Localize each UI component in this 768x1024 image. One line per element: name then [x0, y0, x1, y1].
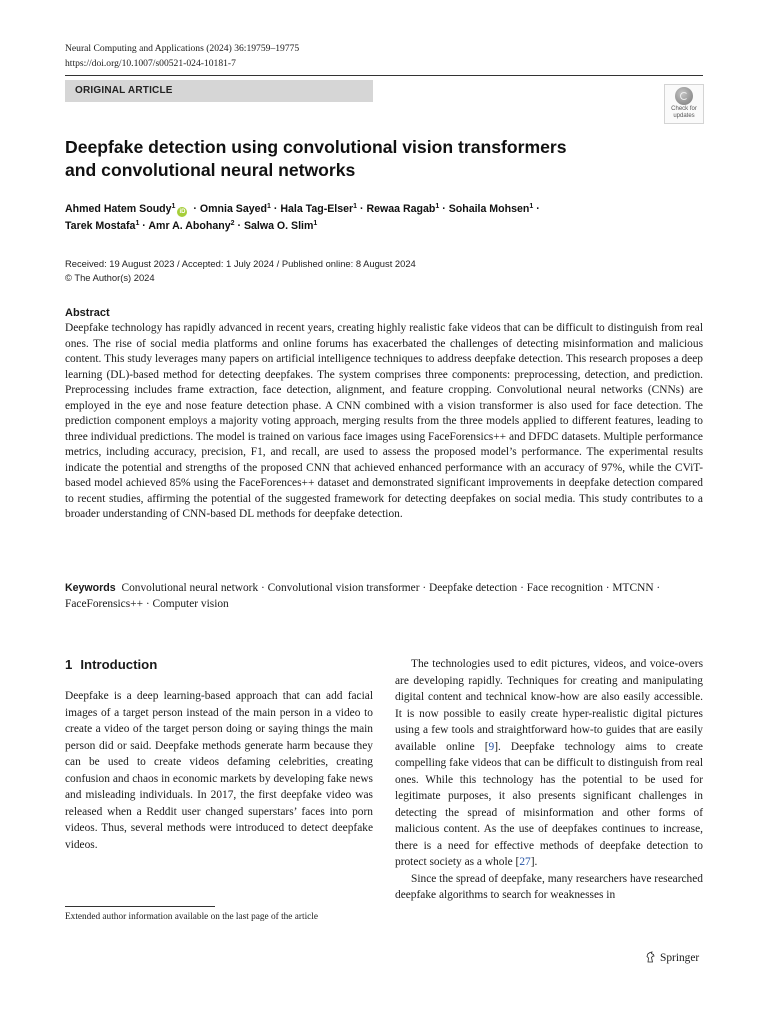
springer-horse-icon: [645, 951, 656, 963]
abstract-text: Deepfake technology has rapidly advanced in recent years, creating highly realistic fake videos that can be difficult to distinguish from real ones. The rise of social media platforms and online forums has exacerbated the challenges of detecting misinformation and malicious content. This study leverages many papers on artificial intelligence techniques to address deepfake detection. This research proposes a deep learning (DL)-based method for detecting deepfakes. The system comprises three components: preprocessing, detection, and prediction. Preprocessing includes frame extraction, face detection, alignment, and feature cropping. Convolutional neural networks (CNNs) are employed in the eye and nose feature detection phase. A CNN combined with a vision transformer is also used for face detection. The prediction component employs a majority voting approach, merging results from the three models applied to different features, leading to three individual predictions. The model is trained on various face images using FaceForensics++ and DFDC datasets. Multiple performance metrics, including accuracy, precision, F1, and recall, are used to assess the proposed model’s performance. The experimental results indicate the potential and strengths of the proposed CNN that achieved enhanced performance with an accuracy of 97%, while the CViT-based model achieved 85% using the FaceForences++ dataset and demonstrated significant improvements in deepfake detection compared to recent studies, affirming the potential of the suggested framework for detecting deepfakes on social media. This study contributes to a broader understanding of CNN-based DL methods for deepfake detection.: [65, 322, 703, 520]
publisher-name: Springer: [660, 952, 700, 964]
author-name: Amr A. Abohany: [148, 220, 231, 232]
author-name: Hala Tag-Elser: [280, 203, 354, 215]
affiliation-marker: 2: [230, 220, 235, 227]
doi-link[interactable]: https://doi.org/10.1007/s00521-024-10181-7: [65, 58, 236, 69]
header-rule: [65, 75, 703, 76]
author-separator: ·: [270, 203, 281, 215]
affiliation-marker: 1: [313, 220, 318, 227]
keywords: [65, 580, 703, 612]
author-line-2: [65, 218, 665, 235]
author-separator: ·: [439, 203, 449, 215]
orcid-icon[interactable]: iD: [179, 209, 186, 215]
author-name: Ahmed Hatem Soudy: [65, 203, 172, 215]
article-type-banner: ORIGINAL ARTICLE: [65, 80, 373, 102]
publication-dates: [65, 257, 416, 284]
section-heading-introduction: [65, 656, 373, 674]
intro-paragraph-left: Deepfake is a deep learning-based approach that can add facial images of a target person instead of the main person in a video to create a video of the target person doing or saying things the main person did or said. Deepfake methods generate harm because they can be used to create videos defaming celebrities, creating confusion and chaos in economic markets by developing fake news and misleading individuals. In 2017, the first deepfake video was released when a Reddit user changed superstars’ faces into porn videos. Thus, several methods were introduced to detect deepfake videos.: [65, 690, 373, 851]
author-separator: ·: [357, 203, 367, 215]
section-number: 1: [65, 657, 73, 672]
journal-header: [65, 41, 299, 71]
affiliation-marker: 1: [171, 203, 176, 210]
author-name: Sohaila Mohsen: [448, 203, 530, 215]
affiliation-marker: 1: [135, 220, 140, 227]
author-separator: ·: [533, 203, 540, 215]
author-name: Tarek Mostafa: [65, 220, 136, 232]
paper-title: Deepfake detection using convolutional vision transformers and convolutional neural networks: [65, 137, 567, 180]
author-name: Rewaa Ragab: [366, 203, 436, 215]
affiliation-marker: 1: [353, 203, 358, 210]
author-name: Salwa O. Slim: [243, 220, 314, 232]
intro-paragraph-right-1: The technologies used to edit pictures, videos, and voice-overs are developing rapidly. Techniques for creating and manipulating digital content and technical know-how are also easily accessible. It is now possible to easily create hyper-realistic digital pictures using a few tools and straightforward how-to guides that are easily available online [9]. Deepfake technology aims to create compelling fake videos that can be difficult to distinguish from real ones. While this technology has the potential to be used for legitimate purposes, it also presents significant challenges in detecting the spread of misinformation and other forms of malicious content. As the use of deepfakes continues to increase, there is a need for effective methods of deepfake detection to protect society as a whole [27].: [395, 658, 703, 868]
intro-paragraph-right-2: Since the spread of deepfake, many researchers have researched deepfake algorithms to search for weaknesses in: [395, 872, 703, 901]
affiliation-marker: 1: [267, 203, 271, 210]
author-separator: ·: [190, 203, 200, 215]
keywords-heading: Keywords: [65, 582, 116, 594]
author-name: Omnia Sayed: [199, 203, 267, 215]
received-accepted-published: Received: 19 August 2023 / Accepted: 1 July 2024 / Published online: 8 August 2024: [65, 258, 416, 269]
section-title: Introduction: [80, 657, 158, 672]
affiliation-marker: 1: [435, 203, 440, 210]
check-updates-label: Check for updates: [671, 106, 697, 119]
author-line-1: [65, 201, 665, 218]
left-column: [65, 656, 373, 853]
journal-citation: Neural Computing and Applications (2024) 36:19759–19775: [65, 43, 300, 54]
author-separator: ·: [234, 220, 244, 232]
citation-link-27[interactable]: 27: [519, 856, 531, 868]
abstract-heading: Abstract: [65, 307, 110, 319]
footnote-author-info: Extended author information available on the last page of the article: [65, 912, 318, 922]
right-column: [395, 656, 703, 904]
affiliation-marker: 1: [529, 203, 534, 210]
keywords-list: Convolutional neural network · Convolutional vision transformer · Deepfake detection · Face recognition · MTCNN · FaceForensics++ · Computer vision: [65, 582, 661, 610]
author-list: [65, 201, 665, 235]
publisher-logo: [645, 950, 699, 966]
crossmark-icon: [675, 87, 693, 105]
check-for-updates-button[interactable]: [664, 84, 704, 124]
footnote-rule: [65, 906, 215, 907]
copyright-line: © The Author(s) 2024: [65, 271, 155, 283]
citation-link-9[interactable]: 9: [488, 740, 495, 753]
author-separator: ·: [139, 220, 149, 232]
